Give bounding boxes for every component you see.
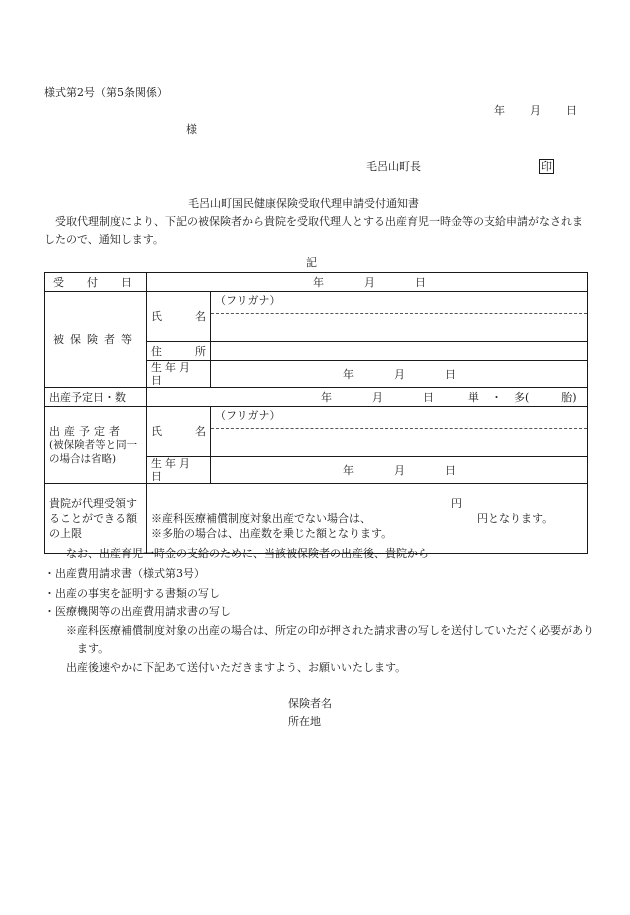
- reception-date-value: 年 月 日: [147, 273, 588, 292]
- limit-row: [45, 484, 588, 554]
- document-title: 毛呂山町国民健康保険受取代理申請受付通知書: [188, 197, 419, 210]
- insured-name-field: [211, 314, 588, 342]
- application-table: [44, 272, 588, 554]
- form-number: 様式第2号（第5条関係）: [44, 86, 168, 99]
- insured-address-field: [211, 342, 588, 361]
- after-paragraph: なお、出産育児一時金の支給のために、当該被保険者の出産後、貴院から: [66, 547, 429, 560]
- insurer-location-label: 所在地: [288, 715, 321, 728]
- reception-date-label: 受 付 日: [45, 273, 147, 292]
- limit-label: 貴院が代理受領することができる額の上限: [45, 484, 147, 554]
- date-year: 年: [494, 104, 505, 117]
- intro-paragraph: 受取代理制度により、下記の被保険者から貴院を受取代理人とする出産育児一時金等の支給申請がなされましたので、通知します。: [44, 215, 583, 246]
- mother-furigana-field: （フリガナ）: [211, 407, 588, 429]
- document-item-3: ・医療機関等の出産費用請求書の写し: [44, 605, 231, 618]
- insured-address-label: 住 所: [147, 342, 211, 361]
- insurer-name-label: 保険者名: [288, 697, 332, 710]
- insured-birth-field: 年 月 日: [211, 361, 588, 388]
- date-month: 月: [530, 104, 541, 117]
- due-date-row: [45, 388, 588, 407]
- document-item-2: ・出産の事実を証明する書類の写し: [44, 587, 220, 600]
- due-date-value: 年 月 日 単 ・ 多( 胎): [147, 388, 588, 407]
- mother-label: 出産予定者 (被保険者等と同一の場合は省略): [45, 407, 147, 484]
- mother-birth-field: 年 月 日: [211, 457, 588, 484]
- addressee-suffix: 様: [186, 123, 197, 136]
- insured-furigana-row: [45, 292, 588, 314]
- insured-label: 被保険者等: [45, 292, 147, 388]
- insured-furigana-field: （フリガナ）: [211, 292, 588, 314]
- ki-marker: 記: [306, 256, 317, 269]
- mother-name-label: 氏 名: [147, 407, 211, 457]
- request-paragraph: 出産後速やかに下記あて送付いただきますよう、お願いいたします。: [66, 661, 407, 674]
- insured-name-label: 氏 名: [147, 292, 211, 342]
- reception-date-row: [45, 273, 588, 292]
- mother-furigana-row: [45, 407, 588, 429]
- mother-birth-label: 生年月日: [147, 457, 211, 484]
- stamp-note: ※産科医療補償制度対象の出産の場合は、所定の印が押された請求書の写しを送付していただく必要があります。: [66, 624, 594, 655]
- seal-mark: 印: [541, 160, 552, 173]
- document-item-1: ・出産費用請求書（様式第3号）: [44, 567, 205, 580]
- mother-name-field: [211, 429, 588, 457]
- due-date-label: 出産予定日・数: [45, 388, 147, 407]
- date-day: 日: [566, 104, 577, 117]
- issuer-name: 毛呂山町長: [366, 160, 421, 173]
- limit-value: 円 ※産科医療補償制度対象出産でない場合は、 円となります。 ※多胎の場合は、出産数を乗じた額となります。: [147, 484, 588, 554]
- insured-birth-label: 生年月日: [147, 361, 211, 388]
